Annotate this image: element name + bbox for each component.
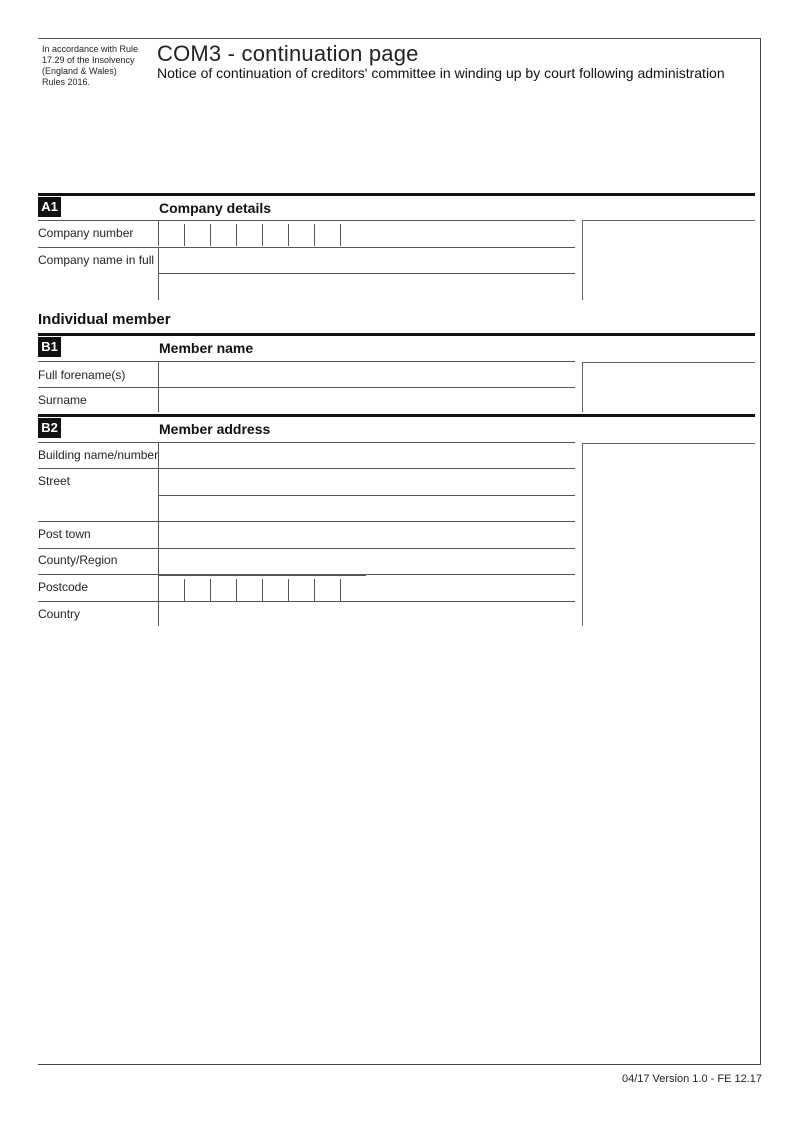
company-number-field[interactable] — [158, 220, 364, 246]
company-name-field-2[interactable] — [158, 274, 159, 300]
section-b1-bar — [38, 333, 755, 336]
divider — [38, 548, 575, 549]
digit-box — [340, 224, 341, 246]
divider — [38, 442, 575, 443]
surname-label: Surname — [38, 393, 87, 407]
postcode-box — [314, 579, 315, 601]
section-a1-title: Company details — [159, 200, 272, 216]
section-b1-title: Member name — [159, 340, 254, 356]
company-number-label: Company number — [38, 226, 134, 240]
section-a1-bar — [38, 193, 755, 196]
section-b2-title: Member address — [159, 421, 271, 437]
divider — [38, 247, 575, 248]
note-box-b1 — [582, 362, 755, 412]
building-label: Building name/number — [38, 448, 159, 462]
digit-box — [210, 224, 211, 246]
post-town-label: Post town — [38, 527, 91, 541]
version-footer: 04/17 Version 1.0 - FE 12.17 — [621, 1073, 762, 1085]
street-label: Street — [38, 474, 71, 488]
divider — [38, 521, 575, 522]
section-b2-tag: B2 — [38, 418, 61, 438]
divider — [38, 361, 575, 362]
building-field[interactable] — [158, 443, 159, 468]
digit-box — [184, 224, 185, 246]
street-field-2[interactable] — [158, 496, 159, 521]
postcode-box — [158, 575, 159, 601]
form-title: Notice of continuation of creditors' committee in winding up by court following administration — [157, 65, 725, 81]
postcode-top — [158, 575, 366, 576]
note-box-a1 — [582, 220, 755, 300]
postcode-box — [288, 579, 289, 601]
postcode-box — [236, 579, 237, 601]
postcode-field[interactable] — [158, 575, 366, 601]
form-code: COM3 - continuation page — [157, 41, 419, 66]
surname-field[interactable] — [158, 388, 159, 412]
country-field[interactable] — [158, 602, 159, 626]
divider — [158, 273, 575, 274]
postcode-box — [262, 579, 263, 601]
digit-box — [236, 224, 237, 246]
divider — [38, 387, 575, 388]
section-b1-tag: B1 — [38, 337, 61, 357]
post-town-field[interactable] — [158, 522, 159, 548]
rule-note: In accordance with Rule 17.29 of the Insolvency (England & Wales) Rules 2016. — [42, 44, 139, 87]
forename-label: Full forename(s) — [38, 368, 126, 382]
country-label: Country — [38, 607, 81, 621]
divider — [158, 495, 575, 496]
company-name-label: Company name in full — [38, 253, 155, 267]
divider — [38, 601, 575, 602]
divider — [38, 468, 575, 469]
postcode-box — [210, 579, 211, 601]
county-field[interactable] — [158, 549, 159, 574]
digit-box — [288, 224, 289, 246]
individual-member-heading: Individual member — [38, 311, 171, 328]
postcode-box — [184, 579, 185, 601]
forename-field[interactable] — [158, 362, 159, 387]
digit-box — [314, 224, 315, 246]
postcode-box — [340, 579, 341, 601]
section-b2-bar — [38, 414, 755, 417]
county-label: County/Region — [38, 553, 118, 567]
postcode-label: Postcode — [38, 580, 89, 594]
street-field[interactable] — [158, 469, 159, 495]
digit-top — [158, 220, 364, 221]
section-a1-tag: A1 — [38, 197, 61, 217]
company-name-field[interactable] — [158, 248, 159, 274]
digit-box — [158, 220, 159, 246]
digit-box — [262, 224, 263, 246]
note-box-b2 — [582, 443, 755, 626]
